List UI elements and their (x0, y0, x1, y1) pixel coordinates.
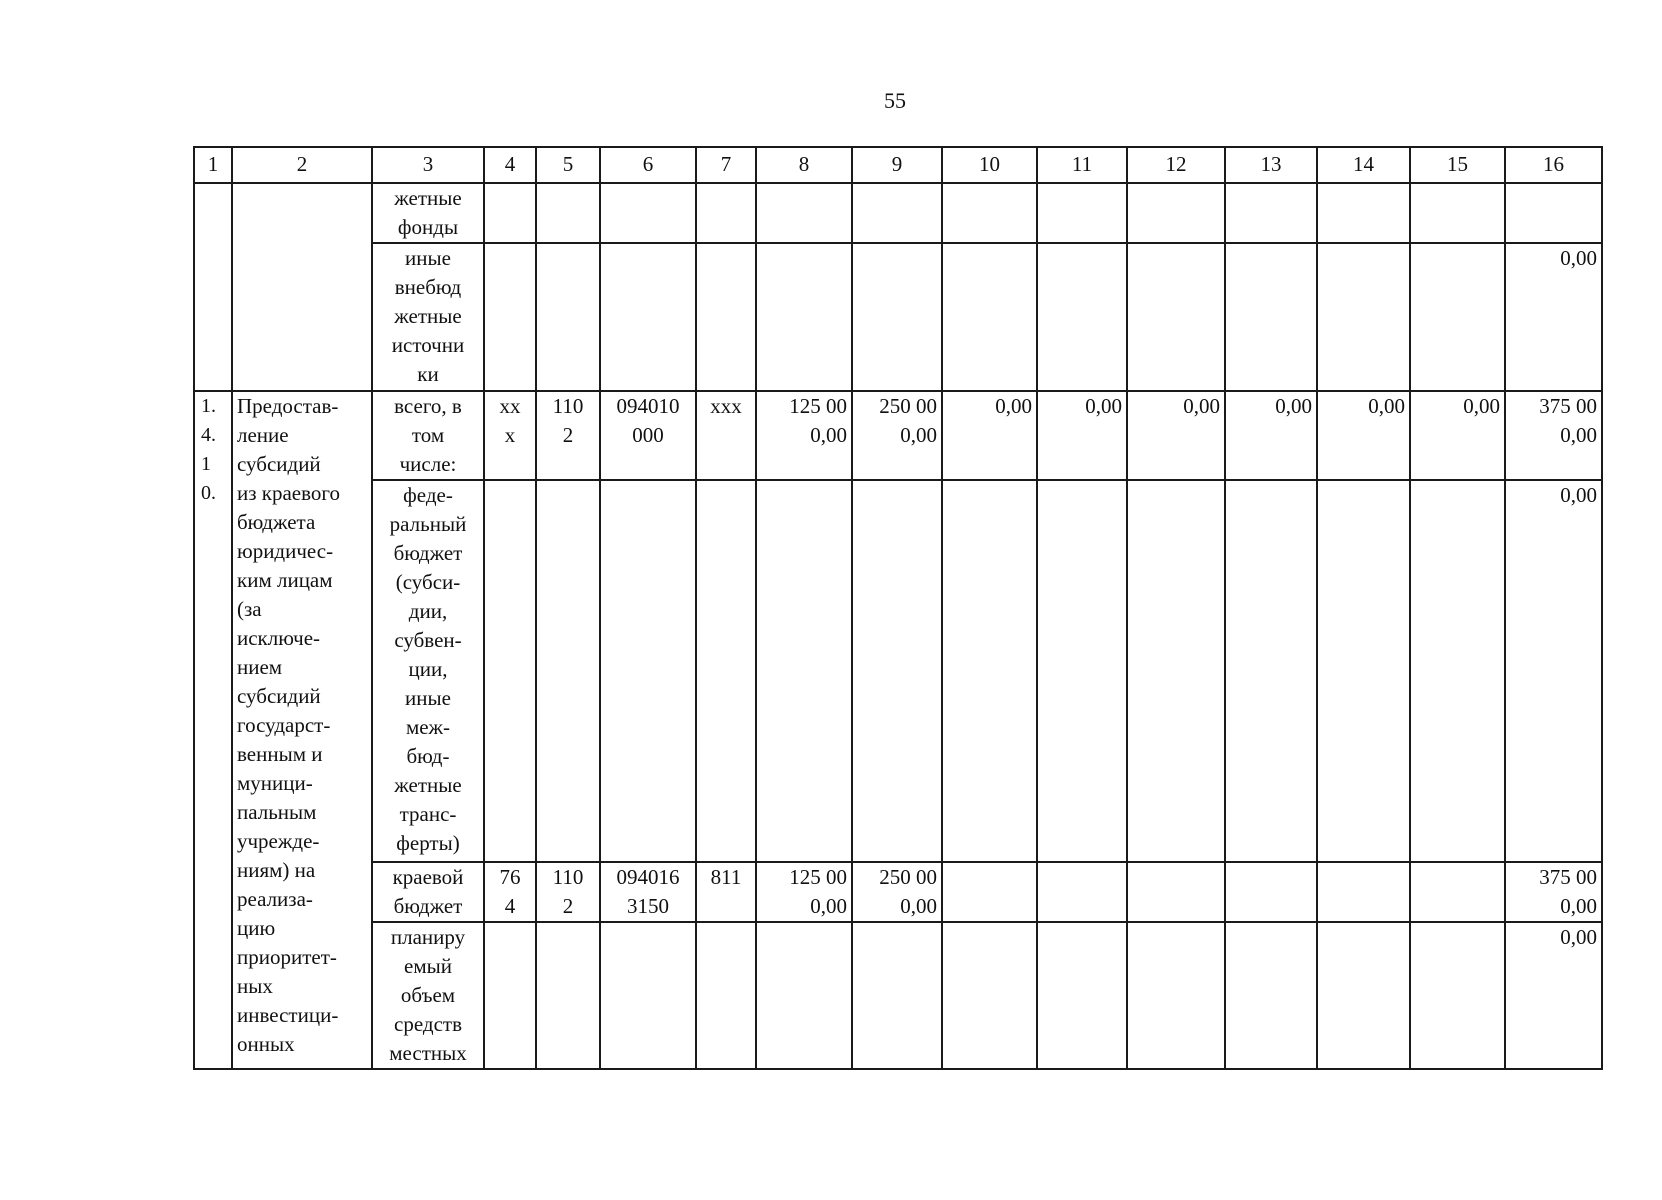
item-name-cell-empty (232, 183, 372, 391)
column-header: 8 (756, 147, 852, 183)
code-cell: 094010 000 (600, 391, 696, 480)
table-row-total (194, 391, 1602, 480)
source-cell: иные внебюд жетные источни ки (372, 243, 484, 391)
code-cell: ххх (696, 391, 756, 480)
table-cell (942, 862, 1037, 922)
column-header: 11 (1037, 147, 1127, 183)
table-cell (484, 922, 536, 1069)
table-cell (756, 183, 852, 243)
source-cell: феде- ральный бюджет (субси- дии, субвен- ции, иные меж- бюд- жетные транс- ферты) (372, 480, 484, 862)
table-cell (1127, 922, 1225, 1069)
source-cell: краевой бюджет (372, 862, 484, 922)
table-cell (536, 243, 600, 391)
table-cell (484, 480, 536, 862)
item-number: 1. 4. 1 0. (194, 391, 232, 1069)
table-cell (1037, 922, 1127, 1069)
column-header: 4 (484, 147, 536, 183)
table-cell (600, 183, 696, 243)
table-cell (1225, 183, 1317, 243)
column-header: 14 (1317, 147, 1410, 183)
total-value-cell: 0,00 (1505, 243, 1602, 391)
source-cell: всего, в том числе: (372, 391, 484, 480)
table-cell (1225, 243, 1317, 391)
source-cell: планиру емый объем средств местных (372, 922, 484, 1069)
column-header: 13 (1225, 147, 1317, 183)
table-cell (1037, 480, 1127, 862)
table-cell (696, 922, 756, 1069)
table-cell (1225, 480, 1317, 862)
table-cell (942, 480, 1037, 862)
table-cell (942, 243, 1037, 391)
column-header: 15 (1410, 147, 1505, 183)
code-cell: 110 2 (536, 391, 600, 480)
value-cell: 125 00 0,00 (756, 391, 852, 480)
table-cell (1317, 862, 1410, 922)
code-cell: 811 (696, 862, 756, 922)
column-header: 12 (1127, 147, 1225, 183)
column-number-header-row (194, 147, 1602, 183)
column-header: 3 (372, 147, 484, 183)
table-cell (1410, 243, 1505, 391)
table-cell (484, 243, 536, 391)
source-cell: жетные фонды (372, 183, 484, 243)
table-cell (1037, 862, 1127, 922)
table-cell (1317, 922, 1410, 1069)
table-row-regional (194, 862, 1602, 922)
item-name: Предостав- ление субсидий из краевого бюджета юридичес- ким лицам (за исключе- нием субсидий государст- венным и муници- пальным учрежде- ниям) на реализа- цию приоритет- ных инвестици- онных (232, 391, 372, 1069)
value-cell: 0,00 (1225, 391, 1317, 480)
table-row-planned (194, 922, 1602, 1069)
value-cell: 0,00 (1317, 391, 1410, 480)
value-cell: 0,00 (1037, 391, 1127, 480)
value-cell: 0,00 (1127, 391, 1225, 480)
table-cell (536, 183, 600, 243)
table-cell (536, 480, 600, 862)
table-row-funds (194, 183, 1602, 243)
table-cell (1410, 922, 1505, 1069)
table-cell (942, 922, 1037, 1069)
code-cell: 110 2 (536, 862, 600, 922)
table-cell (484, 183, 536, 243)
table-cell (1317, 243, 1410, 391)
column-header: 6 (600, 147, 696, 183)
table-cell (696, 480, 756, 862)
total-value-cell: 0,00 (1505, 922, 1602, 1069)
code-cell: 76 4 (484, 862, 536, 922)
table-cell (600, 922, 696, 1069)
total-value-cell: 0,00 (1505, 480, 1602, 862)
table-cell (1225, 862, 1317, 922)
table-cell (756, 243, 852, 391)
table-cell (1317, 480, 1410, 862)
column-header: 16 (1505, 147, 1602, 183)
table-cell (852, 183, 942, 243)
column-header: 5 (536, 147, 600, 183)
table-cell (696, 183, 756, 243)
table-cell (1505, 183, 1602, 243)
table-cell (1410, 862, 1505, 922)
table-cell (852, 243, 942, 391)
table-cell (1127, 862, 1225, 922)
value-cell: 0,00 (942, 391, 1037, 480)
table-cell (1317, 183, 1410, 243)
table-cell (1037, 243, 1127, 391)
table-cell (1127, 183, 1225, 243)
table-cell (1225, 922, 1317, 1069)
column-header: 9 (852, 147, 942, 183)
table-cell (942, 183, 1037, 243)
value-cell: 250 00 0,00 (852, 862, 942, 922)
column-header: 2 (232, 147, 372, 183)
budget-table (193, 146, 1603, 1070)
value-cell: 0,00 (1410, 391, 1505, 480)
table-row-federal (194, 480, 1602, 862)
table-cell (696, 243, 756, 391)
column-header: 7 (696, 147, 756, 183)
table-cell (536, 922, 600, 1069)
table-cell (600, 480, 696, 862)
code-cell: 094016 3150 (600, 862, 696, 922)
value-cell: 125 00 0,00 (756, 862, 852, 922)
code-cell: хх х (484, 391, 536, 480)
table-cell (600, 243, 696, 391)
page-number: 55 (884, 88, 906, 113)
table-cell (1410, 480, 1505, 862)
table-row-other-sources (194, 243, 1602, 391)
table-cell (1037, 183, 1127, 243)
table-cell (1127, 243, 1225, 391)
total-value-cell: 375 00 0,00 (1505, 391, 1602, 480)
total-value-cell: 375 00 0,00 (1505, 862, 1602, 922)
item-number-cell-empty (194, 183, 232, 391)
value-cell: 250 00 0,00 (852, 391, 942, 480)
table-cell (1127, 480, 1225, 862)
table-cell (852, 480, 942, 862)
table-cell (1410, 183, 1505, 243)
table-cell (756, 480, 852, 862)
table-cell (756, 922, 852, 1069)
table-cell (852, 922, 942, 1069)
column-header: 10 (942, 147, 1037, 183)
column-header: 1 (194, 147, 232, 183)
